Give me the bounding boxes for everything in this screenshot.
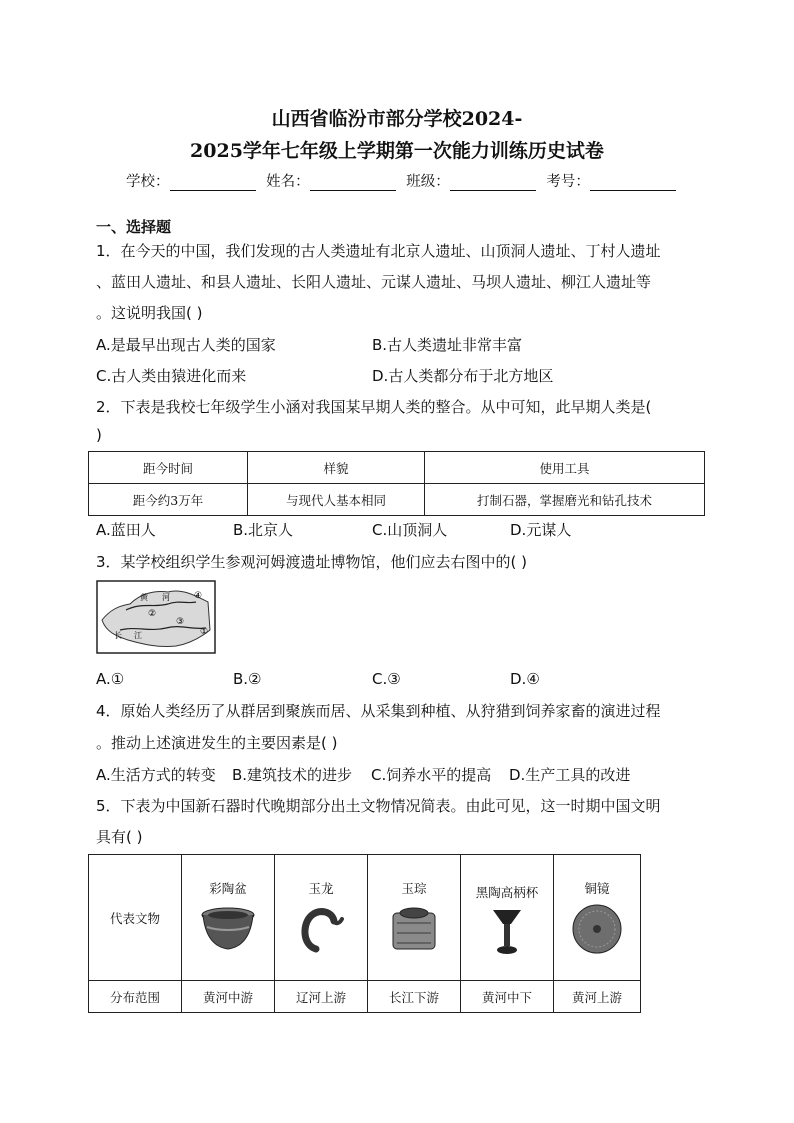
q2-header-appearance: 样貌 <box>248 452 425 484</box>
artifact-region-2: 辽河上游 <box>275 981 368 1013</box>
q1-option-b[interactable]: B.古人类遗址非常丰富 <box>372 336 523 354</box>
artifact-name-1: 彩陶盆 <box>209 880 247 896</box>
q5-line-1: 5．下表为中国新石器时代晚期部分出土文物情况简表。由此可见，这一时期中国文明 <box>96 797 661 815</box>
section-title: 一、选择题 <box>96 218 172 236</box>
q2-cell-tools: 打制石器，掌握磨光和钻孔技术 <box>425 484 705 516</box>
black-pottery-cup-icon <box>487 906 527 956</box>
artifact-cell-5 <box>554 855 641 981</box>
q3-option-b[interactable]: B.② <box>233 670 262 688</box>
q5-row-label-region: 分布范围 <box>89 981 182 1013</box>
map-marker-4: ④ <box>194 591 203 601</box>
q4-line-1: 4．原始人类经历了从群居到聚族而居、从采集到种植、从狩猎到饲养家畜的演进过程 <box>96 702 661 720</box>
artifact-name-5: 铜镜 <box>584 880 610 896</box>
q4-option-c[interactable]: C.饲养水平的提高 <box>371 766 492 784</box>
map-label-huang: 黄 <box>140 593 148 602</box>
q2-line-1: 2．下表是我校七年级学生小涵对我国某早期人类的整合。从中可知，此早期人类是( <box>96 398 652 416</box>
map-label-jiang: 江 <box>134 631 142 640</box>
q2-header-tools: 使用工具 <box>425 452 705 484</box>
artifact-name-3: 玉琮 <box>401 880 427 896</box>
q5-row-label-artifact: 代表文物 <box>89 855 182 981</box>
q1-option-d[interactable]: D.古人类都分布于北方地区 <box>372 367 554 385</box>
q1-line-1: 1．在今天的中国，我们发现的古人类遗址有北京人遗址、山顶洞人遗址、丁村人遗址 <box>96 242 661 260</box>
q5-artifact-table <box>88 854 641 1013</box>
q3-option-d[interactable]: D.④ <box>510 670 540 688</box>
q4-line-2: 。推动上述演进发生的主要因素是( ) <box>96 734 338 752</box>
q1-line-2: 、蓝田人遗址、和县人遗址、长阳人遗址、元谋人遗址、马坝人遗址、柳江人遗址等 <box>96 273 652 291</box>
q2-option-b[interactable]: B.北京人 <box>233 521 294 539</box>
q2-option-a[interactable]: A.蓝田人 <box>96 521 156 539</box>
q4-option-d[interactable]: D.生产工具的改进 <box>509 766 631 784</box>
title-line-2: 2025学年七年级上学期第一次能力训练历史试卷 <box>190 140 604 162</box>
q5-line-2: 具有( ) <box>96 828 143 846</box>
name-label: 姓名： <box>266 174 310 190</box>
exam-no-label: 考号： <box>546 174 590 190</box>
artifact-region-3: 长江下游 <box>368 981 461 1013</box>
bronze-mirror-icon <box>566 901 628 957</box>
map-marker-2: ② <box>148 609 157 619</box>
q3-option-a[interactable]: A.① <box>96 670 125 688</box>
q2-cell-time: 距今约3万年 <box>89 484 248 516</box>
q1-option-a[interactable]: A.是最早出现古人类的国家 <box>96 336 276 354</box>
map-label-chang: 长 <box>114 631 122 640</box>
map-marker-3: ③ <box>176 617 185 627</box>
class-label: 班级： <box>406 174 450 190</box>
title-line-1: 山西省临汾市部分学校2024- <box>271 108 523 130</box>
artifact-region-5: 黄河上游 <box>554 981 641 1013</box>
q2-header-time: 距今时间 <box>89 452 248 484</box>
q2-option-c[interactable]: C.山顶洞人 <box>372 521 448 539</box>
q1-option-c[interactable]: C.古人类由猿进化而来 <box>96 367 247 385</box>
artifact-name-2: 玉龙 <box>308 880 334 896</box>
artifact-name-4: 黑陶高柄杯 <box>475 884 539 900</box>
q4-option-b[interactable]: B.建筑技术的进步 <box>232 766 353 784</box>
artifact-cell-3 <box>368 855 461 981</box>
artifact-region-1: 黄河中游 <box>182 981 275 1013</box>
class-blank[interactable] <box>450 176 536 191</box>
q2-line-2: ) <box>96 426 102 444</box>
q2-option-d[interactable]: D.元谋人 <box>510 521 572 539</box>
artifact-region-4: 黄河中下 <box>461 981 554 1013</box>
pottery-basin-icon <box>197 901 259 957</box>
jade-cong-icon <box>383 901 445 957</box>
china-river-map <box>96 580 216 654</box>
q3-option-c[interactable]: C.③ <box>372 670 401 688</box>
map-label-he: 河 <box>162 593 170 602</box>
student-info-line <box>126 170 686 191</box>
artifact-cell-4 <box>461 855 554 981</box>
q1-line-3: 。这说明我国( ) <box>96 304 203 322</box>
school-blank[interactable] <box>170 176 256 191</box>
artifact-cell-2 <box>275 855 368 981</box>
exam-no-blank[interactable] <box>590 176 676 191</box>
q2-table <box>88 451 705 516</box>
school-label: 学校： <box>126 174 170 190</box>
q2-cell-appearance: 与现代人基本相同 <box>248 484 425 516</box>
name-blank[interactable] <box>310 176 396 191</box>
q4-option-a[interactable]: A.生活方式的转变 <box>96 766 216 784</box>
map-marker-1: ① <box>200 627 209 637</box>
artifact-cell-1 <box>182 855 275 981</box>
jade-dragon-icon <box>290 901 352 957</box>
q3-line-1: 3．某学校组织学生参观河姆渡遗址博物馆，他们应去右图中的( ) <box>96 553 528 571</box>
